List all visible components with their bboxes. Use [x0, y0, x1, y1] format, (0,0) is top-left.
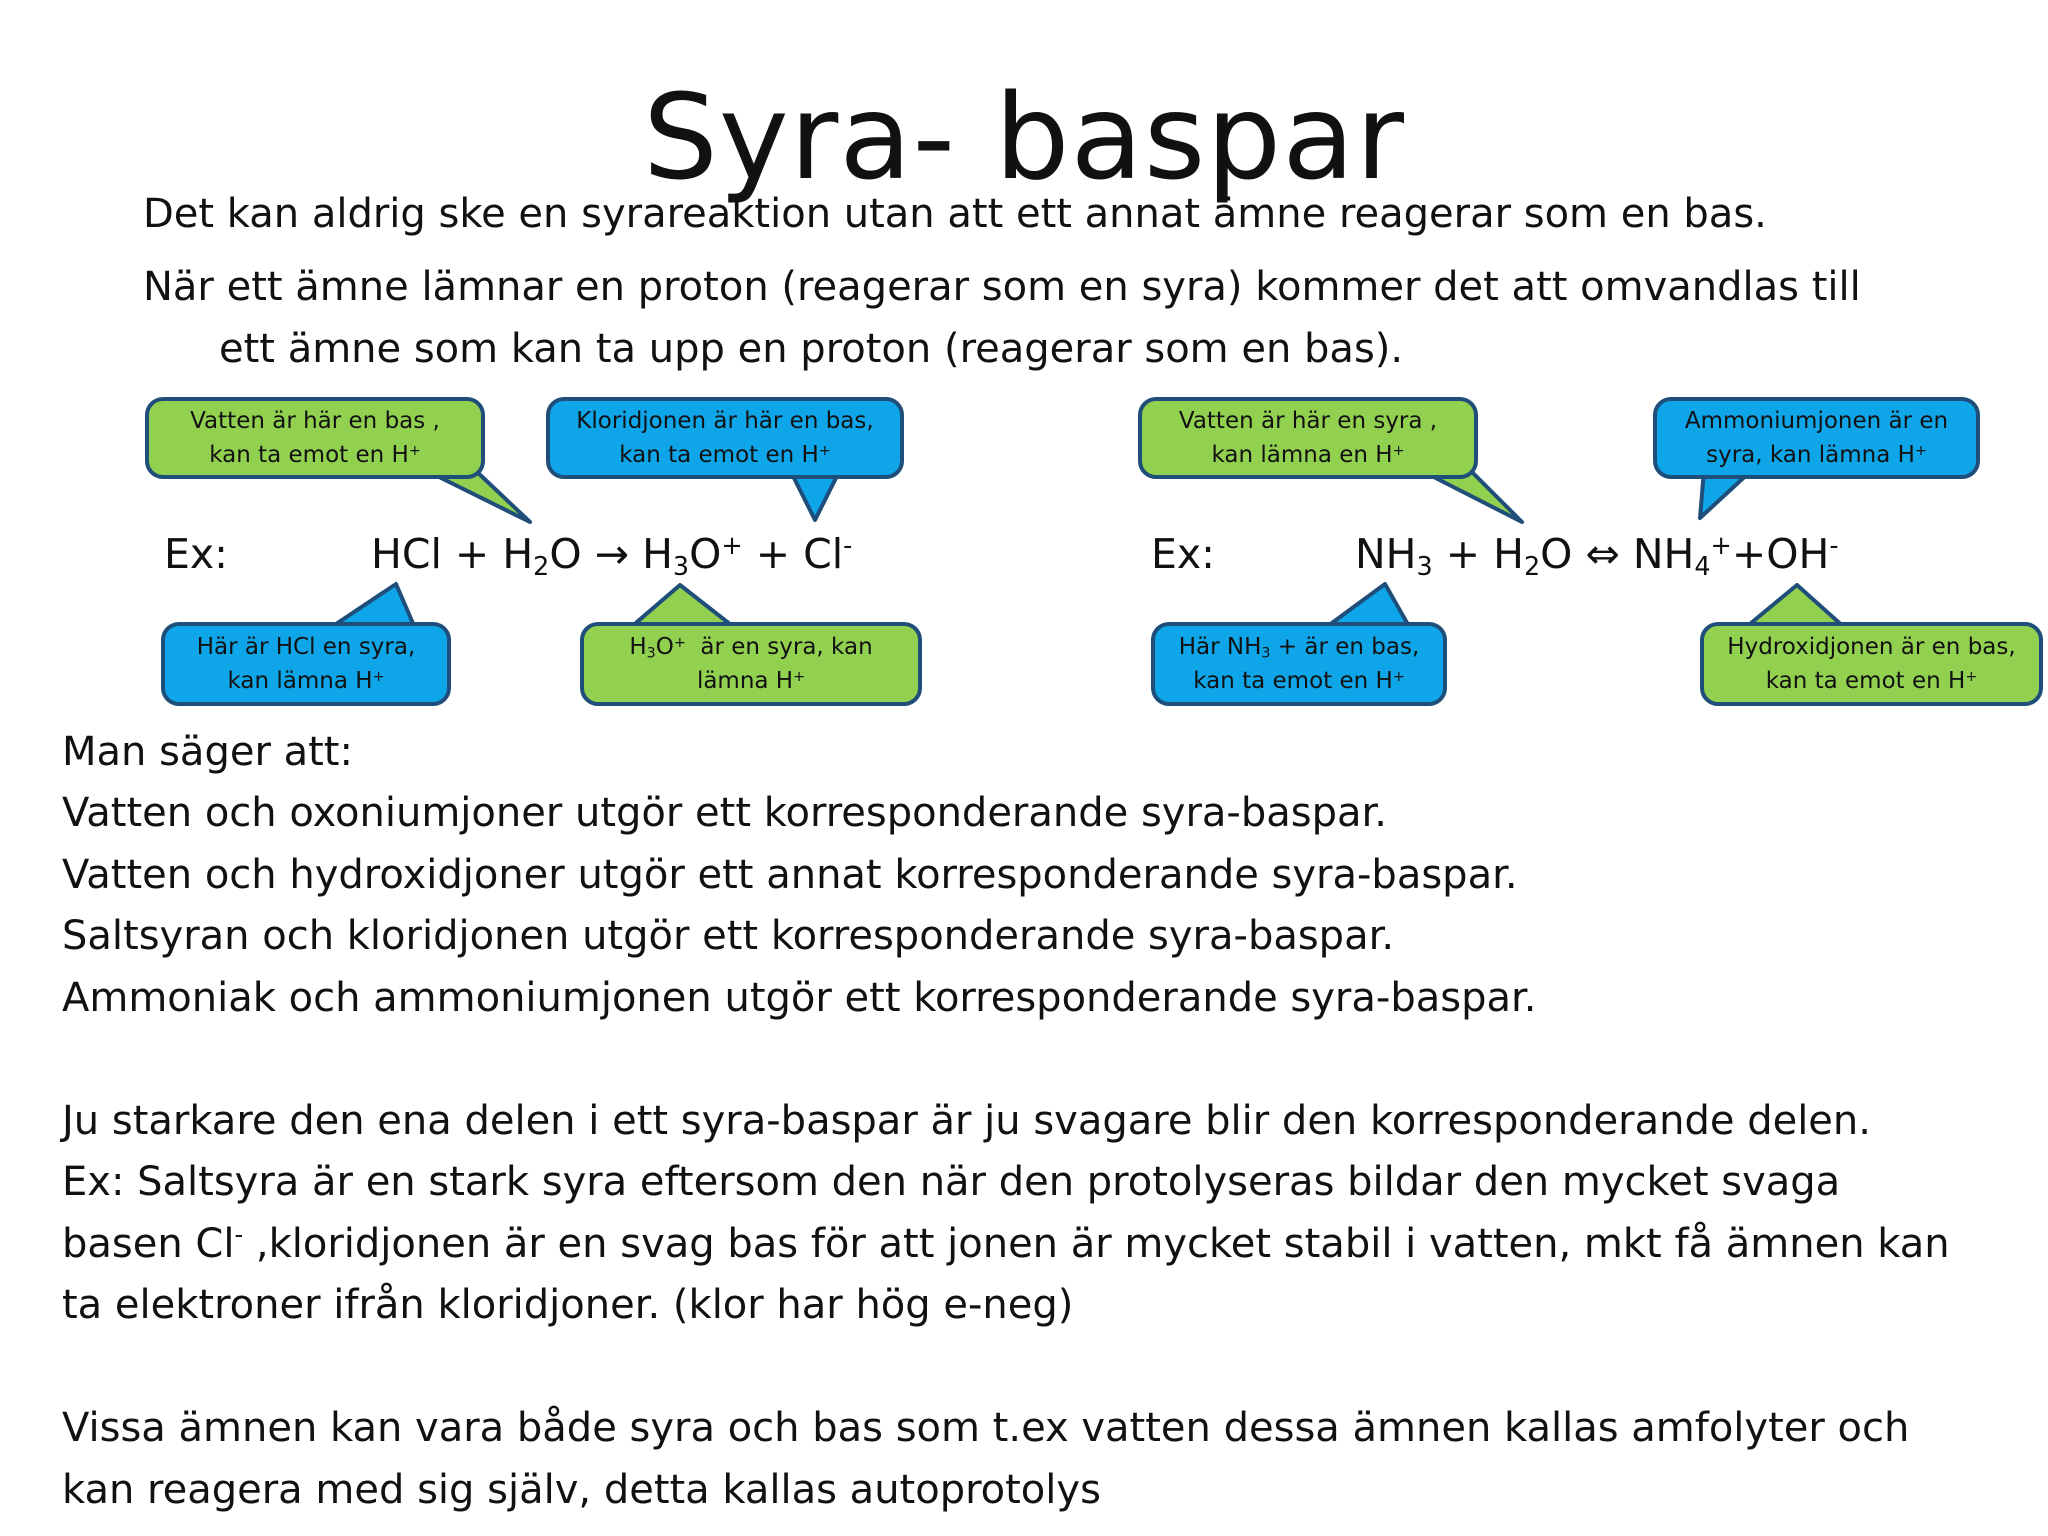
formula-ammonium [1632, 530, 1732, 582]
callout-text-line [1657, 438, 1976, 472]
callout-text-line [1704, 664, 2039, 698]
callout-text: kan ta emot en H [1765, 668, 1966, 694]
superscript: + [1392, 442, 1405, 459]
superscript: + [793, 668, 806, 685]
callout-hcl-acid [161, 622, 451, 706]
callout-text: lämna H [696, 668, 794, 694]
formula-part: H [502, 530, 534, 578]
body-line-8 [62, 1214, 1950, 1276]
callout-text: kan lämna H [227, 668, 373, 694]
formula-part: +OH [1731, 530, 1830, 578]
plus-sign: + [755, 530, 791, 578]
body-text-part: ,kloridjonen är en svag bas för att jonen är mycket stabil i vatten, mkt få ämnen kan [243, 1221, 1950, 1267]
body-line-4: Saltsyran och kloridjonen utgör ett korresponderande syra-baspar. [62, 913, 1395, 959]
callout-text-line [165, 664, 447, 698]
body-line-9: ta elektroner ifrån kloridjoner. (klor har hög e-neg) [62, 1282, 1074, 1328]
callout-text-line: Hydroxidjonen är en bas, [1727, 634, 2016, 660]
callout-text-line [1155, 664, 1443, 698]
superscript: + [673, 634, 686, 651]
formula-ammonia [1355, 530, 1433, 582]
callout-text: Här NH [1178, 634, 1262, 660]
superscript: + [818, 442, 831, 459]
body-line-1: Man säger att: [62, 729, 353, 775]
subscript: 3 [672, 551, 690, 582]
superscript: + [1965, 668, 1978, 685]
callout-text [1270, 634, 1277, 660]
subscript: 3 [646, 645, 656, 662]
example2-equation [1355, 524, 1838, 584]
superscript: + [408, 442, 421, 459]
callout-text-line: Vatten är här en bas , [190, 408, 440, 434]
example1-label: Ex: [164, 530, 228, 578]
subscript: 4 [1694, 551, 1711, 582]
formula-part: O [1540, 530, 1573, 578]
superscript: + [1392, 668, 1405, 685]
intro-line-3: ett ämne som kan ta upp en proton (reagerar som en bas). [219, 326, 1404, 372]
formula-hydroxide [1732, 530, 1839, 578]
callout-text: kan lämna en H [1211, 442, 1393, 468]
example1-equation [371, 524, 852, 584]
subscript: 2 [533, 551, 550, 582]
formula-part: H [1493, 530, 1524, 578]
reaction-arrow: → [594, 530, 630, 578]
body-line-3: Vatten och hydroxidjoner utgör ett annat korresponderande syra-baspar. [62, 852, 1518, 898]
body-line-10: Vissa ämnen kan vara både syra och bas som t.ex vatten dessa ämnen kallas amfolyter och [62, 1405, 1910, 1451]
body-line-11: kan reagera med sig själv, detta kallas autoprotolys [62, 1467, 1101, 1513]
callout-text: syra, kan lämna H [1706, 442, 1915, 468]
callout-text-line [550, 438, 900, 472]
callout-ammonium-acid [1653, 397, 1980, 479]
callout-hydroxide-base [1700, 622, 2043, 706]
formula-chloride [803, 530, 852, 578]
callout-text: kan ta emot en H [1193, 668, 1393, 694]
callout-text: + är en bas, [1277, 634, 1420, 660]
callout-text-line: Ammoniumjonen är en [1684, 408, 1949, 434]
body-line-6: Ju starkare den ena delen i ett syra-baspar är ju svagare blir den korresponderande delen. [62, 1098, 1871, 1144]
callout-text-line [149, 438, 481, 472]
callout-ammonia-base [1151, 622, 1447, 706]
superscript: + [1710, 530, 1732, 561]
superscript: - [234, 1220, 244, 1249]
superscript: - [1829, 530, 1839, 561]
formula-part: NH [1355, 530, 1417, 578]
intro-line-2: När ett ämne lämnar en proton (reagerar som en syra) kommer det att omvandlas till [143, 264, 1861, 310]
formula-hcl: HCl [371, 530, 442, 578]
callout-chloride-base [546, 397, 904, 479]
body-line-5: Ammoniak och ammoniumjonen utgör ett korresponderande syra-baspar. [62, 975, 1537, 1021]
subscript: 3 [1261, 645, 1271, 662]
formula-part: H [642, 530, 673, 578]
example2-label: Ex: [1151, 530, 1215, 578]
body-line-2: Vatten och oxoniumjoner utgör ett korresponderande syra-baspar. [62, 790, 1387, 836]
formula-water [502, 530, 582, 582]
callout-text: är en syra, kan [700, 634, 873, 660]
formula-oxonium [642, 530, 743, 582]
callout-text-line [584, 630, 918, 664]
plus-sign: + [1445, 530, 1481, 578]
superscript: + [1914, 442, 1927, 459]
superscript: + [721, 530, 743, 561]
equilibrium-arrow: ⇔ [1585, 530, 1620, 578]
callout-text-line [584, 664, 918, 698]
callout-text-line: Vatten är här en syra , [1178, 408, 1438, 434]
callout-water-base [145, 397, 485, 479]
callout-text: O [655, 634, 674, 660]
formula-part: Cl [803, 530, 844, 578]
subscript: 2 [1523, 551, 1541, 582]
body-line-7: Ex: Saltsyra är en stark syra eftersom den när den protolyseras bildar den mycket svaga [62, 1159, 1841, 1205]
plus-sign: + [454, 530, 490, 578]
callout-water-acid [1138, 397, 1478, 479]
intro-line-1: Det kan aldrig ske en syrareaktion utan att ett annat ämne reagerar som en bas. [143, 191, 1767, 237]
callout-text-line [1142, 438, 1474, 472]
callout-text: H [629, 634, 647, 660]
callout-oxonium-acid [580, 622, 922, 706]
subscript: 3 [1416, 551, 1433, 582]
page-title: Syra- baspar [642, 68, 1406, 206]
formula-part: O [549, 530, 582, 578]
superscript: - [843, 530, 853, 561]
formula-part: O [689, 530, 722, 578]
callout-text-line [1155, 630, 1443, 664]
callout-text: kan ta emot en H [619, 442, 819, 468]
formula-part: NH [1632, 530, 1695, 578]
formula-water [1493, 530, 1573, 582]
superscript: + [372, 668, 385, 685]
body-text-part: basen Cl [62, 1221, 235, 1267]
callout-text: kan ta emot en H [209, 442, 409, 468]
callout-text-line: Här är HCl en syra, [196, 634, 416, 660]
callout-text-line: Kloridjonen är här en bas, [576, 408, 874, 434]
